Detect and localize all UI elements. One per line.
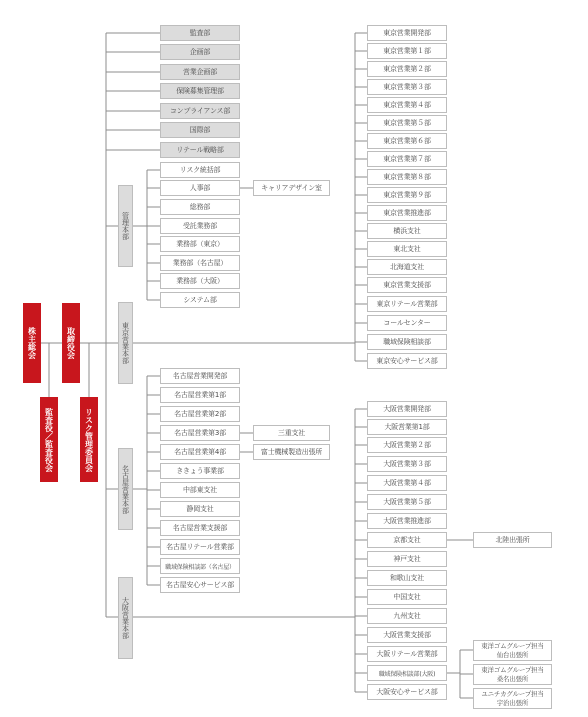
tokyo-dept: 東京営業第１部	[367, 43, 447, 59]
hq-tokyo-sales: 東京営業本部	[118, 302, 133, 384]
hq-administration: 管理本部	[118, 185, 133, 267]
tokyo-dept: 東北支社	[367, 241, 447, 257]
kuwana-office-line1: 東洋ゴムグループ担当	[481, 665, 544, 674]
dept-insurance-solicitation: 保険募集管理部	[160, 83, 240, 99]
admin-dept: 業務部（大阪）	[160, 273, 240, 289]
tokyo-dept: コールセンター	[367, 315, 447, 331]
tokyo-dept: 東京営業支援部	[367, 277, 447, 293]
sendai-office-line2: 仙台出張所	[496, 650, 529, 659]
admin-dept: 業務部（名古屋）	[160, 255, 240, 271]
tokyo-dept: 東京営業第６部	[367, 133, 447, 149]
hq-nagoya-sales: 名古屋営業本部	[118, 448, 133, 530]
nagoya-dept: 静岡支社	[160, 501, 240, 517]
nagoya-dept: 名古屋営業第4部	[160, 444, 240, 460]
admin-dept: 業務部（東京）	[160, 236, 240, 252]
tokyo-dept: 北海道支社	[367, 259, 447, 275]
osaka-dept: 中国支社	[367, 589, 447, 605]
tokyo-dept: 東京営業第７部	[367, 151, 447, 167]
osaka-dept: 大阪営業推進部	[367, 513, 447, 529]
osaka-dept: 九州支社	[367, 608, 447, 624]
osaka-dept: 大阪営業第２部	[367, 437, 447, 453]
tokyo-dept: 東京営業第９部	[367, 187, 447, 203]
dept-retail-strategy: リテール戦略部	[160, 142, 240, 158]
auditors-board: 監査役／監査役会	[40, 397, 58, 482]
nagoya-dept: 中部東支社	[160, 482, 240, 498]
hokuriku-office: 北陸出張所	[473, 532, 552, 548]
admin-dept: システム部	[160, 292, 240, 308]
uji-office-line1: ユニチカグループ担当	[481, 689, 544, 698]
sendai-office	[473, 640, 552, 661]
osaka-dept: 大阪営業開発部	[367, 401, 447, 417]
tokyo-dept: 東京営業第２部	[367, 61, 447, 77]
osaka-dept: 大阪営業第５部	[367, 494, 447, 510]
shareholders-meeting: 株主総会	[23, 303, 41, 383]
tokyo-dept: 東京営業第８部	[367, 169, 447, 185]
admin-dept: リスク統括部	[160, 162, 240, 178]
tokyo-dept: 東京営業第５部	[367, 115, 447, 131]
fuji-machine-office: 富士機械製造出張所	[253, 444, 330, 460]
admin-dept: 人事部	[160, 180, 240, 196]
admin-dept: 受託業務部	[160, 218, 240, 234]
osaka-dept: 大阪営業支援部	[367, 627, 447, 643]
osaka-dept: 和歌山支社	[367, 570, 447, 586]
kuwana-office-line2: 桑名出張所	[496, 674, 529, 683]
tokyo-dept: 東京安心サービス部	[367, 353, 447, 369]
admin-dept: 総務部	[160, 199, 240, 215]
dept-compliance: コンプライアンス部	[160, 103, 240, 119]
dept-audit: 監査部	[160, 25, 240, 41]
osaka-dept: 大阪リテール営業部	[367, 646, 447, 662]
dept-international: 国際部	[160, 122, 240, 138]
hq-osaka-sales: 大阪営業本部	[118, 577, 133, 659]
uji-office	[473, 688, 552, 709]
tokyo-dept: 横浜支社	[367, 223, 447, 239]
tokyo-dept: 東京営業推進部	[367, 205, 447, 221]
tokyo-dept: 職域保険相談部	[367, 334, 447, 350]
osaka-dept: 職域保険相談部(大阪)	[367, 665, 447, 681]
tokyo-dept: 東京リテール営業部	[367, 296, 447, 312]
nagoya-dept: ききょう事業部	[160, 463, 240, 479]
osaka-dept: 大阪営業第４部	[367, 475, 447, 491]
nagoya-dept: 名古屋営業第1部	[160, 387, 240, 403]
osaka-dept: 神戸支社	[367, 551, 447, 567]
uji-office-line2: 宇治出張所	[496, 698, 529, 707]
nagoya-dept: 名古屋営業第3部	[160, 425, 240, 441]
nagoya-dept: 名古屋営業第2部	[160, 406, 240, 422]
sendai-office-line1: 東洋ゴムグループ担当	[481, 641, 544, 650]
nagoya-dept: 名古屋安心サービス部	[160, 577, 240, 593]
nagoya-dept: 名古屋営業支援部	[160, 520, 240, 536]
tokyo-dept: 東京営業開発部	[367, 25, 447, 41]
board-of-directors: 取締役会	[62, 303, 80, 383]
career-design-office: キャリアデザイン室	[253, 180, 330, 196]
osaka-dept: 大阪安心サービス部	[367, 684, 447, 700]
dept-sales-planning: 営業企画部	[160, 64, 240, 80]
nagoya-dept: 名古屋営業開発部	[160, 368, 240, 384]
mie-branch: 三重支社	[253, 425, 330, 441]
kuwana-office	[473, 664, 552, 685]
tokyo-dept: 東京営業第４部	[367, 97, 447, 113]
nagoya-dept: 名古屋リテール営業部	[160, 539, 240, 555]
risk-management-committee: リスク管理委員会	[80, 397, 98, 482]
osaka-dept: 大阪営業第1部	[367, 419, 447, 435]
dept-planning: 企画部	[160, 44, 240, 60]
tokyo-dept: 東京営業第３部	[367, 79, 447, 95]
osaka-dept: 大阪営業第３部	[367, 456, 447, 472]
osaka-dept: 京都支社	[367, 532, 447, 548]
nagoya-dept: 職域保険相談部（名古屋）	[160, 558, 240, 574]
